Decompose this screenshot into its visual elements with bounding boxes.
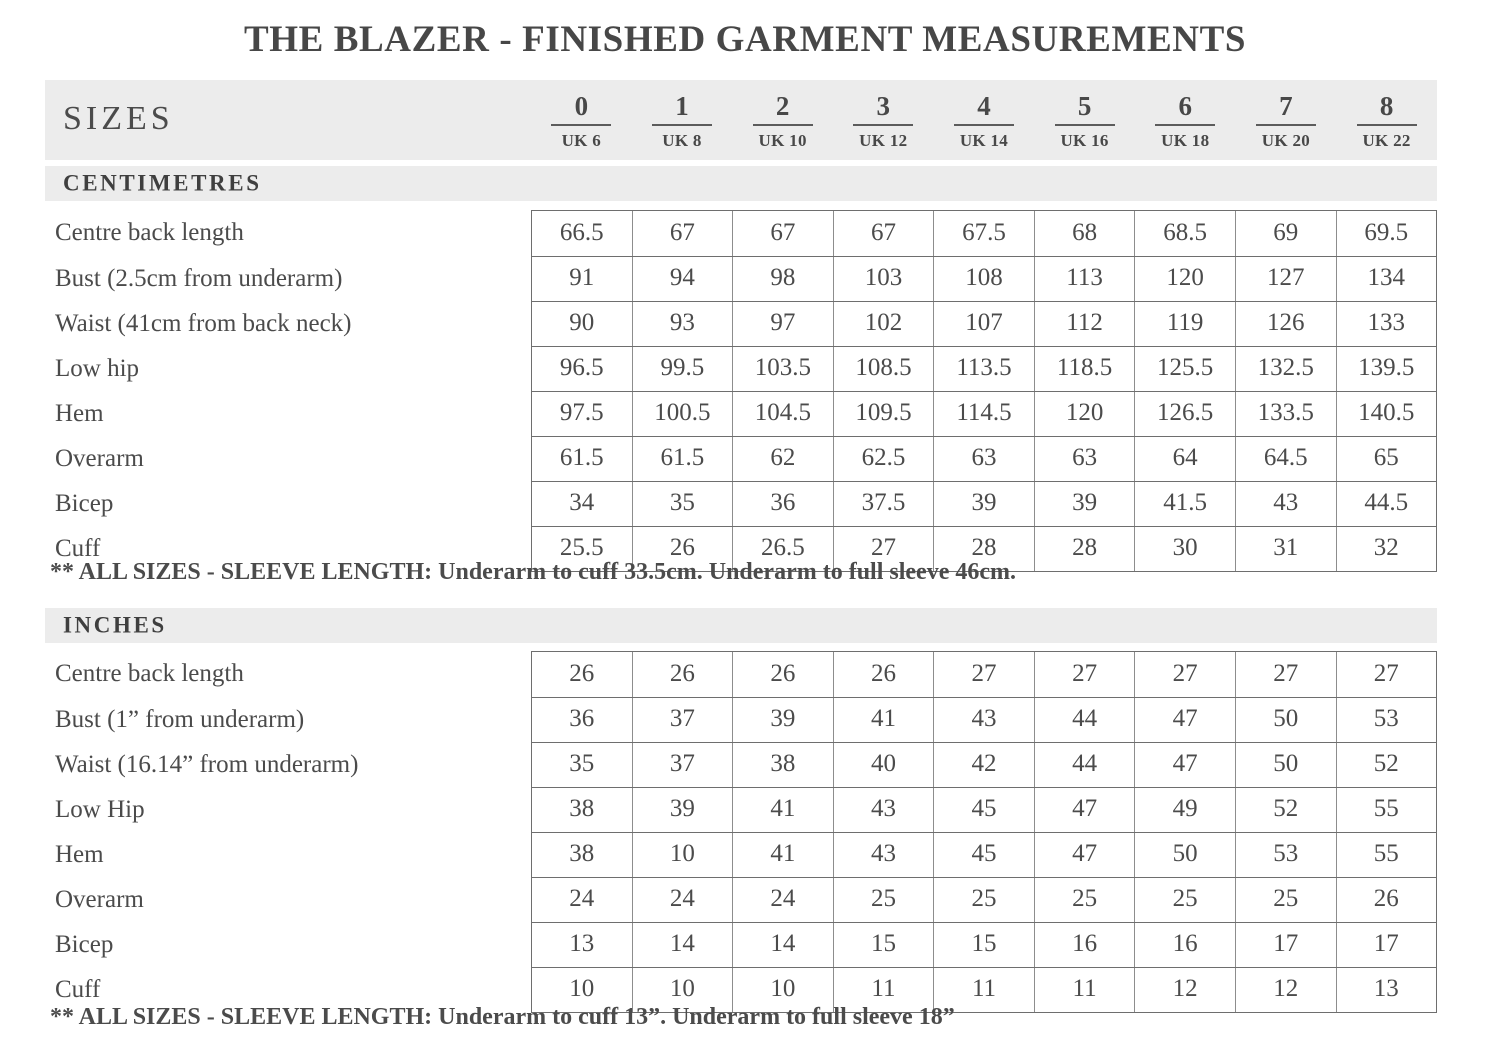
- measurement-cell: 97: [733, 302, 834, 346]
- page-title: THE BLAZER - FINISHED GARMENT MEASUREMENTS: [243, 19, 1247, 60]
- measurement-cell: 25: [1035, 878, 1136, 922]
- measurement-cell: 11: [834, 968, 935, 1012]
- measurement-cell: 37: [633, 698, 734, 742]
- table-row: [45, 302, 1437, 347]
- measurement-cell: 37: [633, 743, 734, 787]
- measurement-cell: 68.5: [1135, 211, 1236, 256]
- uk-size-label: UK 20: [1261, 131, 1311, 150]
- measurement-cell: 14: [733, 923, 834, 967]
- measurement-cell: 61.5: [532, 437, 633, 481]
- uk-size-label: UK 10: [758, 131, 807, 150]
- measurement-cell: 25: [834, 878, 935, 922]
- measurement-cells: [531, 392, 1437, 437]
- size-column-headers: [531, 80, 1437, 160]
- size-number: 0: [574, 91, 589, 121]
- measurement-cell: 25: [1236, 878, 1337, 922]
- measurement-cell: 90: [532, 302, 633, 346]
- inches-table: [45, 651, 1437, 1013]
- measurement-cell: 25.5: [532, 527, 633, 571]
- measurement-cells: [531, 878, 1437, 923]
- measurement-cell: 140.5: [1358, 399, 1415, 426]
- measurement-cell: 47: [1135, 743, 1236, 787]
- measurement-cell: 66.5: [532, 211, 633, 256]
- measurement-cell: 107: [934, 302, 1035, 346]
- size-number: 6: [1178, 91, 1193, 121]
- measurement-cell: 120: [1035, 392, 1136, 436]
- size-divider-rule: [853, 124, 913, 126]
- measurement-cells: [531, 437, 1437, 482]
- measurement-cell: 61.5: [633, 437, 734, 481]
- uk-size-label: UK 8: [662, 131, 702, 150]
- centimetres-table: [45, 210, 1437, 572]
- measurement-cells: [531, 788, 1437, 833]
- measurement-label: Hem: [55, 399, 104, 427]
- measurement-label: Centre back length: [55, 218, 244, 246]
- measurement-cells: [531, 698, 1437, 743]
- measurement-cell: 63: [934, 437, 1035, 481]
- measurement-cell: 16: [1035, 923, 1136, 967]
- measurement-cell: 50: [1236, 698, 1337, 742]
- size-divider-rule: [1357, 124, 1417, 126]
- measurement-cell: 27: [1236, 652, 1337, 697]
- measurement-cell: 102: [834, 302, 935, 346]
- measurement-cell: 69.5: [1364, 218, 1409, 246]
- measurement-cell: 118.5: [1035, 347, 1136, 391]
- measurement-label: Bust (2.5cm from underarm): [55, 264, 343, 292]
- measurement-cell: 12: [1135, 968, 1236, 1012]
- measurement-cell: 35: [532, 743, 633, 787]
- table-row: [45, 923, 1437, 968]
- measurement-cells: [531, 651, 1437, 698]
- measurement-cell: 14: [633, 923, 734, 967]
- table-row: [45, 743, 1437, 788]
- measurement-cell: 10: [633, 968, 734, 1012]
- measurement-cell: 47: [1035, 833, 1136, 877]
- measurement-cell: 38: [532, 833, 633, 877]
- measurement-label: Cuff: [55, 975, 101, 1003]
- measurement-cell: 132.5: [1236, 347, 1337, 391]
- size-number: 4: [977, 91, 991, 121]
- centimetres-footnote: ** ALL SIZES - SLEEVE LENGTH: Underarm to cuff 33.5cm. Underarm to full sleeve 46cm.: [50, 559, 1016, 585]
- measurement-cell: 43: [1236, 482, 1337, 526]
- measurement-cell: 38: [733, 743, 834, 787]
- measurement-label: Centre back length: [55, 659, 244, 687]
- measurement-cell: 91: [532, 257, 633, 301]
- measurement-cell: 69: [1236, 211, 1337, 256]
- measurement-label: Low hip: [55, 354, 140, 382]
- measurement-cell: 25: [1135, 878, 1236, 922]
- measurement-cell: 67.5: [934, 211, 1035, 256]
- measurement-cell: 24: [733, 878, 834, 922]
- measurement-label: Bicep: [55, 489, 114, 517]
- measurement-cell: 67: [633, 211, 734, 256]
- measurement-cell: 67: [733, 211, 834, 256]
- uk-size-label: UK 12: [859, 131, 908, 150]
- table-row: [45, 392, 1437, 437]
- measurement-cells: [531, 257, 1437, 302]
- measurement-cells: [531, 210, 1437, 257]
- measurement-label: Low Hip: [55, 795, 145, 823]
- measurement-label: Waist (16.14” from underarm): [55, 750, 359, 778]
- measurement-cell: 17: [1236, 923, 1337, 967]
- table-row: [45, 210, 1437, 257]
- table-row: [45, 651, 1437, 698]
- measurement-cell: 96.5: [532, 347, 633, 391]
- measurement-cell: 41: [834, 698, 935, 742]
- measurement-cell: 50: [1135, 833, 1236, 877]
- measurement-cell: 67: [834, 211, 935, 256]
- size-column-header-2: [732, 80, 833, 160]
- uk-size-label: UK 22: [1362, 131, 1411, 150]
- measurement-cell: 139.5: [1358, 354, 1415, 381]
- measurement-cell: 38: [532, 788, 633, 832]
- measurement-cell: 55: [1373, 795, 1399, 822]
- measurement-cell: 25: [934, 878, 1035, 922]
- measurement-cell: 11: [934, 968, 1035, 1012]
- measurement-cell: 26: [532, 652, 633, 697]
- measurement-cell: 49: [1135, 788, 1236, 832]
- size-column-header-1: [632, 80, 733, 160]
- measurement-cell: 134: [1367, 264, 1406, 291]
- size-number: 1: [675, 91, 689, 121]
- measurement-cell: 41: [733, 788, 834, 832]
- measurement-cell: 119: [1135, 302, 1236, 346]
- inches-label: INCHES: [63, 611, 167, 637]
- measurement-cell: 47: [1035, 788, 1136, 832]
- size-divider-rule: [954, 124, 1014, 126]
- measurement-cell: 27: [1373, 659, 1399, 687]
- measurement-cell: 15: [834, 923, 935, 967]
- inches-footnote: ** ALL SIZES - SLEEVE LENGTH: Underarm to cuff 13”. Underarm to full sleeve 18”: [50, 1004, 955, 1030]
- measurement-cell: 27: [1135, 652, 1236, 697]
- measurement-cell: 16: [1135, 923, 1236, 967]
- measurement-cell: 98: [733, 257, 834, 301]
- measurement-cell: 26: [834, 652, 935, 697]
- measurement-cell: 45: [934, 833, 1035, 877]
- size-number: 5: [1077, 91, 1092, 121]
- size-column-header-0: [531, 80, 632, 160]
- measurement-cell: 12: [1236, 968, 1337, 1012]
- measurement-cell: 26: [1373, 885, 1399, 912]
- measurement-cell: 26: [633, 652, 734, 697]
- measurement-cell: 126.5: [1135, 392, 1236, 436]
- measurement-cell: 27: [934, 652, 1035, 697]
- measurement-cell: 62: [733, 437, 834, 481]
- measurement-cell: 10: [532, 968, 633, 1012]
- size-number: 2: [775, 91, 790, 121]
- measurement-label: Overarm: [55, 444, 144, 472]
- sizes-label: SIZES: [63, 100, 174, 138]
- size-column-header-8: [1336, 80, 1437, 160]
- measurement-label: Hem: [55, 840, 104, 868]
- measurement-cell: 43: [834, 833, 935, 877]
- measurement-cell: 100.5: [633, 392, 734, 436]
- table-row: [45, 437, 1437, 482]
- table-row: [45, 482, 1437, 527]
- measurement-cell: 26.5: [733, 527, 834, 571]
- measurement-cells: [531, 482, 1437, 527]
- measurement-label: Waist (41cm from back neck): [55, 309, 352, 337]
- table-row: [45, 347, 1437, 392]
- measurement-cell: 39: [934, 482, 1035, 526]
- measurement-cell: 68: [1035, 211, 1136, 256]
- measurement-cell: 50: [1236, 743, 1337, 787]
- measurement-cell: 39: [733, 698, 834, 742]
- size-divider-rule: [551, 124, 611, 126]
- measurement-cell: 52: [1373, 750, 1399, 777]
- measurement-cell: 55: [1373, 840, 1399, 867]
- measurement-cell: 93: [633, 302, 734, 346]
- measurement-cell: 10: [733, 968, 834, 1012]
- uk-size-label: UK 14: [959, 131, 1009, 150]
- measurement-cell: 126: [1236, 302, 1337, 346]
- size-divider-rule: [652, 124, 712, 126]
- measurement-cell: 64.5: [1236, 437, 1337, 481]
- measurement-cell: 41.5: [1135, 482, 1236, 526]
- table-row: [45, 698, 1437, 743]
- measurement-cell: 42: [934, 743, 1035, 787]
- measurement-cell: 13: [532, 923, 633, 967]
- measurement-cell: 34: [532, 482, 633, 526]
- measurement-cell: 62.5: [834, 437, 935, 481]
- measurement-cell: 108.5: [834, 347, 935, 391]
- table-row: [45, 833, 1437, 878]
- measurement-cell: 47: [1135, 698, 1236, 742]
- measurement-cell: 43: [834, 788, 935, 832]
- size-column-header-5: [1034, 80, 1135, 160]
- measurement-label: Bicep: [55, 930, 114, 958]
- measurement-cell: 26: [733, 652, 834, 697]
- measurement-cell: 36: [532, 698, 633, 742]
- measurement-cell: 11: [1035, 968, 1136, 1012]
- measurement-cell: 44: [1035, 698, 1136, 742]
- size-number: 8: [1379, 91, 1394, 121]
- inches-section-band: [45, 608, 1437, 643]
- measurement-label: Bust (1” from underarm): [55, 705, 305, 733]
- size-divider-rule: [1155, 124, 1215, 126]
- measurement-cell: 45: [934, 788, 1035, 832]
- measurement-cell: 40: [834, 743, 935, 787]
- measurement-cell: 127: [1236, 257, 1337, 301]
- measurement-label: Overarm: [55, 885, 144, 913]
- sizes-header-band: [45, 80, 1437, 160]
- size-column-header-3: [833, 80, 934, 160]
- table-row: [45, 878, 1437, 923]
- measurement-cell: 133: [1367, 309, 1406, 336]
- measurement-cells: [531, 833, 1437, 878]
- measurement-cell: 37.5: [834, 482, 935, 526]
- measurement-cell: 94: [633, 257, 734, 301]
- measurement-cells: [531, 347, 1437, 392]
- size-divider-rule: [1256, 124, 1316, 126]
- measurement-cell: 26: [633, 527, 734, 571]
- measurement-cell: 114.5: [934, 392, 1035, 436]
- measurement-cell: 64: [1135, 437, 1236, 481]
- measurement-cells: [531, 923, 1437, 968]
- measurement-cell: 28: [1035, 527, 1136, 571]
- measurement-label: Cuff: [55, 534, 101, 562]
- measurement-cell: 13: [1373, 975, 1399, 1002]
- uk-size-label: UK 16: [1060, 131, 1109, 150]
- measurement-cells: [531, 302, 1437, 347]
- measurement-cell: 30: [1135, 527, 1236, 571]
- measurement-cell: 103.5: [733, 347, 834, 391]
- measurement-cell: 43: [934, 698, 1035, 742]
- measurement-cell: 53: [1236, 833, 1337, 877]
- measurement-cell: 113: [1035, 257, 1136, 301]
- measurement-cell: 17: [1373, 930, 1399, 957]
- measurement-cell: 41: [733, 833, 834, 877]
- table-row: [45, 257, 1437, 302]
- measurement-cell: 10: [633, 833, 734, 877]
- measurement-cell: 31: [1236, 527, 1337, 571]
- measurement-cell: 125.5: [1135, 347, 1236, 391]
- size-column-header-7: [1236, 80, 1337, 160]
- measurement-cell: 53: [1373, 705, 1399, 732]
- centimetres-section-band: [45, 166, 1437, 201]
- measurement-cell: 133.5: [1236, 392, 1337, 436]
- size-column-header-4: [934, 80, 1035, 160]
- measurement-cell: 44.5: [1364, 489, 1409, 516]
- measurement-cell: 27: [834, 527, 935, 571]
- measurement-cell: 113.5: [934, 347, 1035, 391]
- measurement-cell: 103: [834, 257, 935, 301]
- size-divider-rule: [1055, 124, 1115, 126]
- measurement-cell: 52: [1236, 788, 1337, 832]
- measurement-cell: 99.5: [633, 347, 734, 391]
- measurement-cell: 39: [1035, 482, 1136, 526]
- measurement-cell: 15: [934, 923, 1035, 967]
- size-divider-rule: [753, 124, 813, 126]
- size-column-header-6: [1135, 80, 1236, 160]
- centimetres-label: CENTIMETRES: [63, 169, 262, 195]
- measurement-cell: 65: [1373, 444, 1399, 471]
- measurement-cell: 112: [1035, 302, 1136, 346]
- measurement-cell: 97.5: [532, 392, 633, 436]
- table-row: [45, 788, 1437, 833]
- measurement-cell: 104.5: [733, 392, 834, 436]
- measurement-cell: 35: [633, 482, 734, 526]
- measurement-cell: 24: [532, 878, 633, 922]
- measurement-cell: 108: [934, 257, 1035, 301]
- measurement-cell: 39: [633, 788, 734, 832]
- measurement-cell: 24: [633, 878, 734, 922]
- size-number: 7: [1279, 91, 1293, 121]
- measurement-cells: [531, 743, 1437, 788]
- measurement-cell: 27: [1035, 652, 1136, 697]
- measurement-cell: 32: [1373, 534, 1399, 561]
- uk-size-label: UK 18: [1161, 131, 1210, 150]
- uk-size-label: UK 6: [561, 131, 602, 150]
- measurement-cell: 63: [1035, 437, 1136, 481]
- measurement-cell: 44: [1035, 743, 1136, 787]
- measurement-cell: 120: [1135, 257, 1236, 301]
- measurement-cell: 36: [733, 482, 834, 526]
- measurement-cell: 28: [934, 527, 1035, 571]
- measurement-cell: 109.5: [834, 392, 935, 436]
- size-number: 3: [876, 91, 891, 121]
